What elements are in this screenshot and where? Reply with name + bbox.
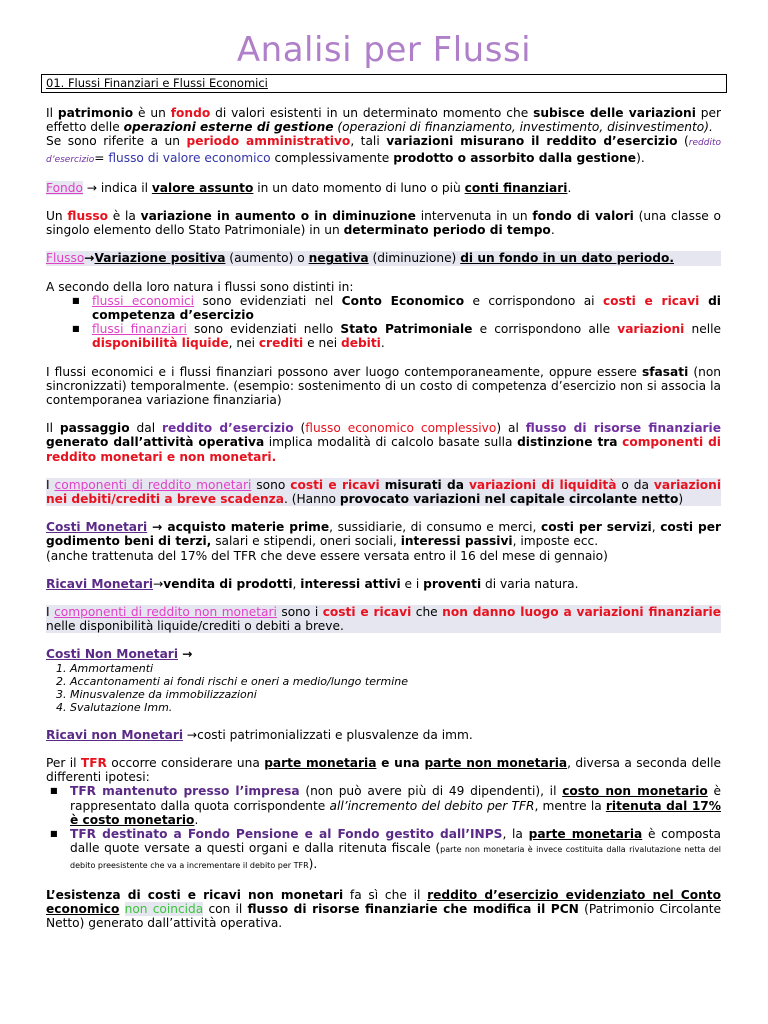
paragraph-esistenza: L’esistenza di costi e ricavi non monetari fa sì che il reddito d’esercizio evidenziato nel Conto economico non coincida con il flusso di risorse finanziarie che modifica il PCN (Patrimonio Circolante Netto) generato dall’attività operativa.: [46, 887, 722, 930]
list-item: 2. Accantonamenti ai fondi rischi e oneri a medio/lungo termine: [70, 675, 721, 688]
list-item: 1. Ammortamenti: [70, 662, 721, 675]
paragraph-flusso: Un flusso è la variazione in aumento o in diminuzione intervenuta in un fondo di valori (una classe o singolo elemento dello Stato Patrimoniale) in un determinato periodo di tempo.: [46, 209, 722, 238]
paragraph-costi-monetari: Costi Monetari → acquisto materie prime, sussidiarie, di consumo e merci, costi per servizi, costi per godimento beni di terzi, salari e stipendi, oneri sociali, interessi passivi, imposte ecc. (anche trattenuta del 17% del TFR che deve essere versata entro il 16 del mese di gennaio): [46, 520, 722, 563]
paragraph-tfr: Per il TFR occorre considerare una parte monetaria e una parte non monetaria, diversa a seconda delle differenti ipotesi:: [46, 755, 721, 785]
list-item: ■ flussi economici sono evidenziati nel Conto Economico e corrispondono ai costi e ricavi di competenza d’esercizio: [92, 294, 721, 322]
paragraph-sfasati: I flussi economici e i flussi finanziari possono aver luogo contemporaneamente, oppure essere sfasati (non sincronizzati) temporalmente. (esempio: sostenimento di un costo di competenza d’esercizio non si associa la contemporanea variazione finanziaria): [46, 364, 721, 408]
paragraph-patrimonio: Il patrimonio è un fondo di valori esistenti in un determinato momento che subisce delle variazioni per effetto delle operazioni esterne di gestione (operazioni di finanziamento, investimento, disinvestimento). Se sono riferite a un periodo amministrativo, tali variazioni misurano il reddito d’esercizio (reddito d’esercizio= flusso di valore economico complessivamente prodotto o assorbito dalla gestione).: [46, 106, 722, 165]
paragraph-flusso-definizione: Flusso→Variazione positiva (aumento) o negativa (diminuzione) di un fondo in un dato periodo.: [46, 251, 721, 265]
tfr-list: [46, 784, 721, 873]
list-item: 3. Minusvalenze da immobilizzazioni: [70, 688, 721, 701]
costi-non-monetari-heading: Costi Non Monetari →: [46, 647, 193, 662]
list-item: ■ TFR mantenuto presso l’impresa (non può avere più di 49 dipendenti), il costo non monetario è rappresentato dalla quota corrispondente all’incremento del debito per TFR, mentre la ritenuta dal 17% è costo monetario.: [70, 784, 721, 827]
page-title: Analisi per Flussi: [236, 30, 532, 70]
list-item: 4. Svalutazione Imm.: [70, 701, 721, 714]
list-item: ■ TFR destinato a Fondo Pensione e al Fondo gestito dall’INPS, la parte monetaria è composta dalle quote versate a questi organi e dalla ritenuta fiscale (parte non monetaria è invece costituita dalla rivalutazione netta del debito preesistente che va a incrementare il debito per TFR).: [70, 827, 721, 874]
paragraph-non-monetari: I componenti di reddito non monetari sono i costi e ricavi che non danno luogo a variazioni finanziarie nelle disponibilità liquide/crediti o debiti a breve.: [46, 605, 721, 634]
paragraph-monetari: I componenti di reddito monetari sono costi e ricavi misurati da variazioni di liquidità o da variazioni nei debiti/crediti a breve scadenza. (Hanno provocato variazioni nel capitale circolante netto): [46, 477, 722, 507]
list-item: ■ flussi finanziari sono evidenziati nello Stato Patrimoniale e corrispondono alle variazioni nelle disponibilità liquide, nei crediti e nei debiti.: [92, 322, 721, 350]
paragraph-ricavi-monetari: Ricavi Monetari→vendita di prodotti, interessi attivi e i proventi di varia natura.: [46, 576, 579, 591]
paragraph-natura: A secondo della loro natura i flussi sono distinti in:: [46, 279, 354, 294]
document-body: [46, 106, 721, 930]
paragraph-fondo: Fondo → indica il valore assunto in un dato momento di luno o più conti finanziari.: [46, 180, 572, 195]
section-heading: 01. Flussi Finanziari e Flussi Economici: [41, 74, 727, 93]
paragraph-passaggio: Il passaggio dal reddito d’esercizio (flusso economico complessivo) al flusso di risorse finanziarie generato dall’attività operativa implica modalità di calcolo basate sulla distinzione tra componenti di reddito monetari e non monetari.: [46, 421, 721, 464]
paragraph-ricavi-non-monetari: Ricavi non Monetari →costi patrimonializzati e plusvalenze da imm.: [46, 727, 473, 742]
costi-non-monetari-list: [46, 662, 721, 714]
flussi-list: [46, 294, 721, 351]
